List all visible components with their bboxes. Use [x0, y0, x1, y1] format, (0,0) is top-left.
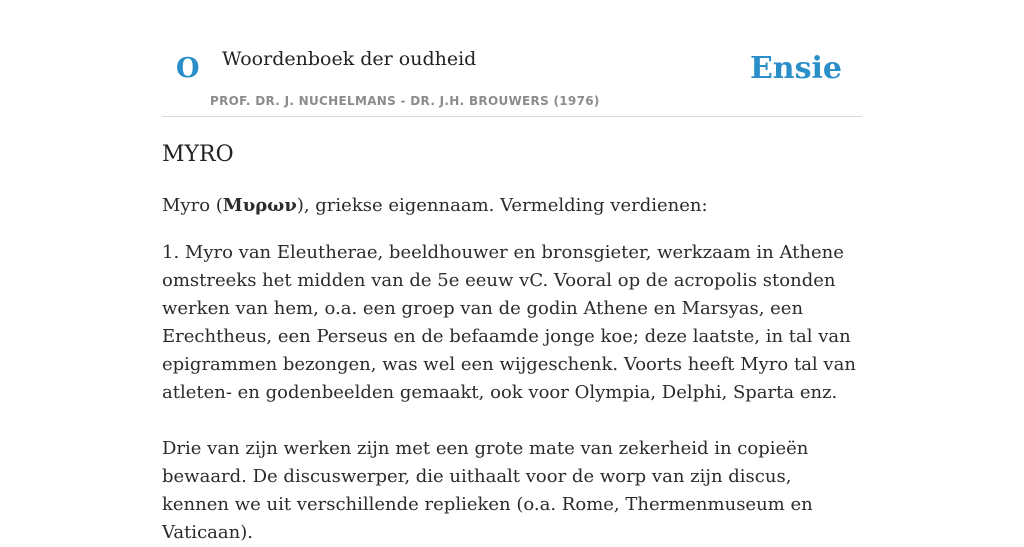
dictionary-title[interactable]: Woordenboek der oudheid — [222, 48, 477, 70]
intro-prefix: Myro ( — [162, 195, 223, 216]
dictionary-authors: PROF. DR. J. NUCHELMANS - DR. J.H. BROUWERS (1976) — [210, 94, 600, 108]
greek-name: Μυρων — [222, 195, 297, 216]
intro-suffix: ), griekse eigennaam. Vermelding verdienen: — [296, 195, 708, 216]
entry-title: MYRO — [162, 142, 234, 167]
entry-intro — [162, 192, 862, 220]
article-page — [162, 0, 862, 543]
dictionary-letter-marker: O — [176, 53, 200, 84]
entry-paragraph-2: Drie van zijn werken zijn met een grote mate van zekerheid in copieën bewaard. De discuswerper, die uithaalt voor de worp van zijn discus, kennen we uit verschillende replieken (o.a. Rome, Thermenmuseum en Vaticaan). — [162, 438, 813, 543]
entry-paragraph-1: 1. Myro van Eleutherae, beeldhouwer en bronsgieter, werkzaam in Athene omstreeks het midden van de 5e eeuw vC. Vooral op de acropolis stonden werken van hem, o.a. een groep van de godin Athene en Marsyas, een Erechtheus, een Perseus en de befaamde jonge koe; deze laatste, in tal van epigrammen bezongen, was wel een wijgeschenk. Voorts heeft Myro tal van atleten- en godenbeelden gemaakt, ook voor Olympia, Delphi, Sparta enz. — [162, 242, 856, 403]
ensie-logo-link[interactable]: Ensie — [749, 51, 842, 86]
dictionary-header — [162, 0, 862, 117]
